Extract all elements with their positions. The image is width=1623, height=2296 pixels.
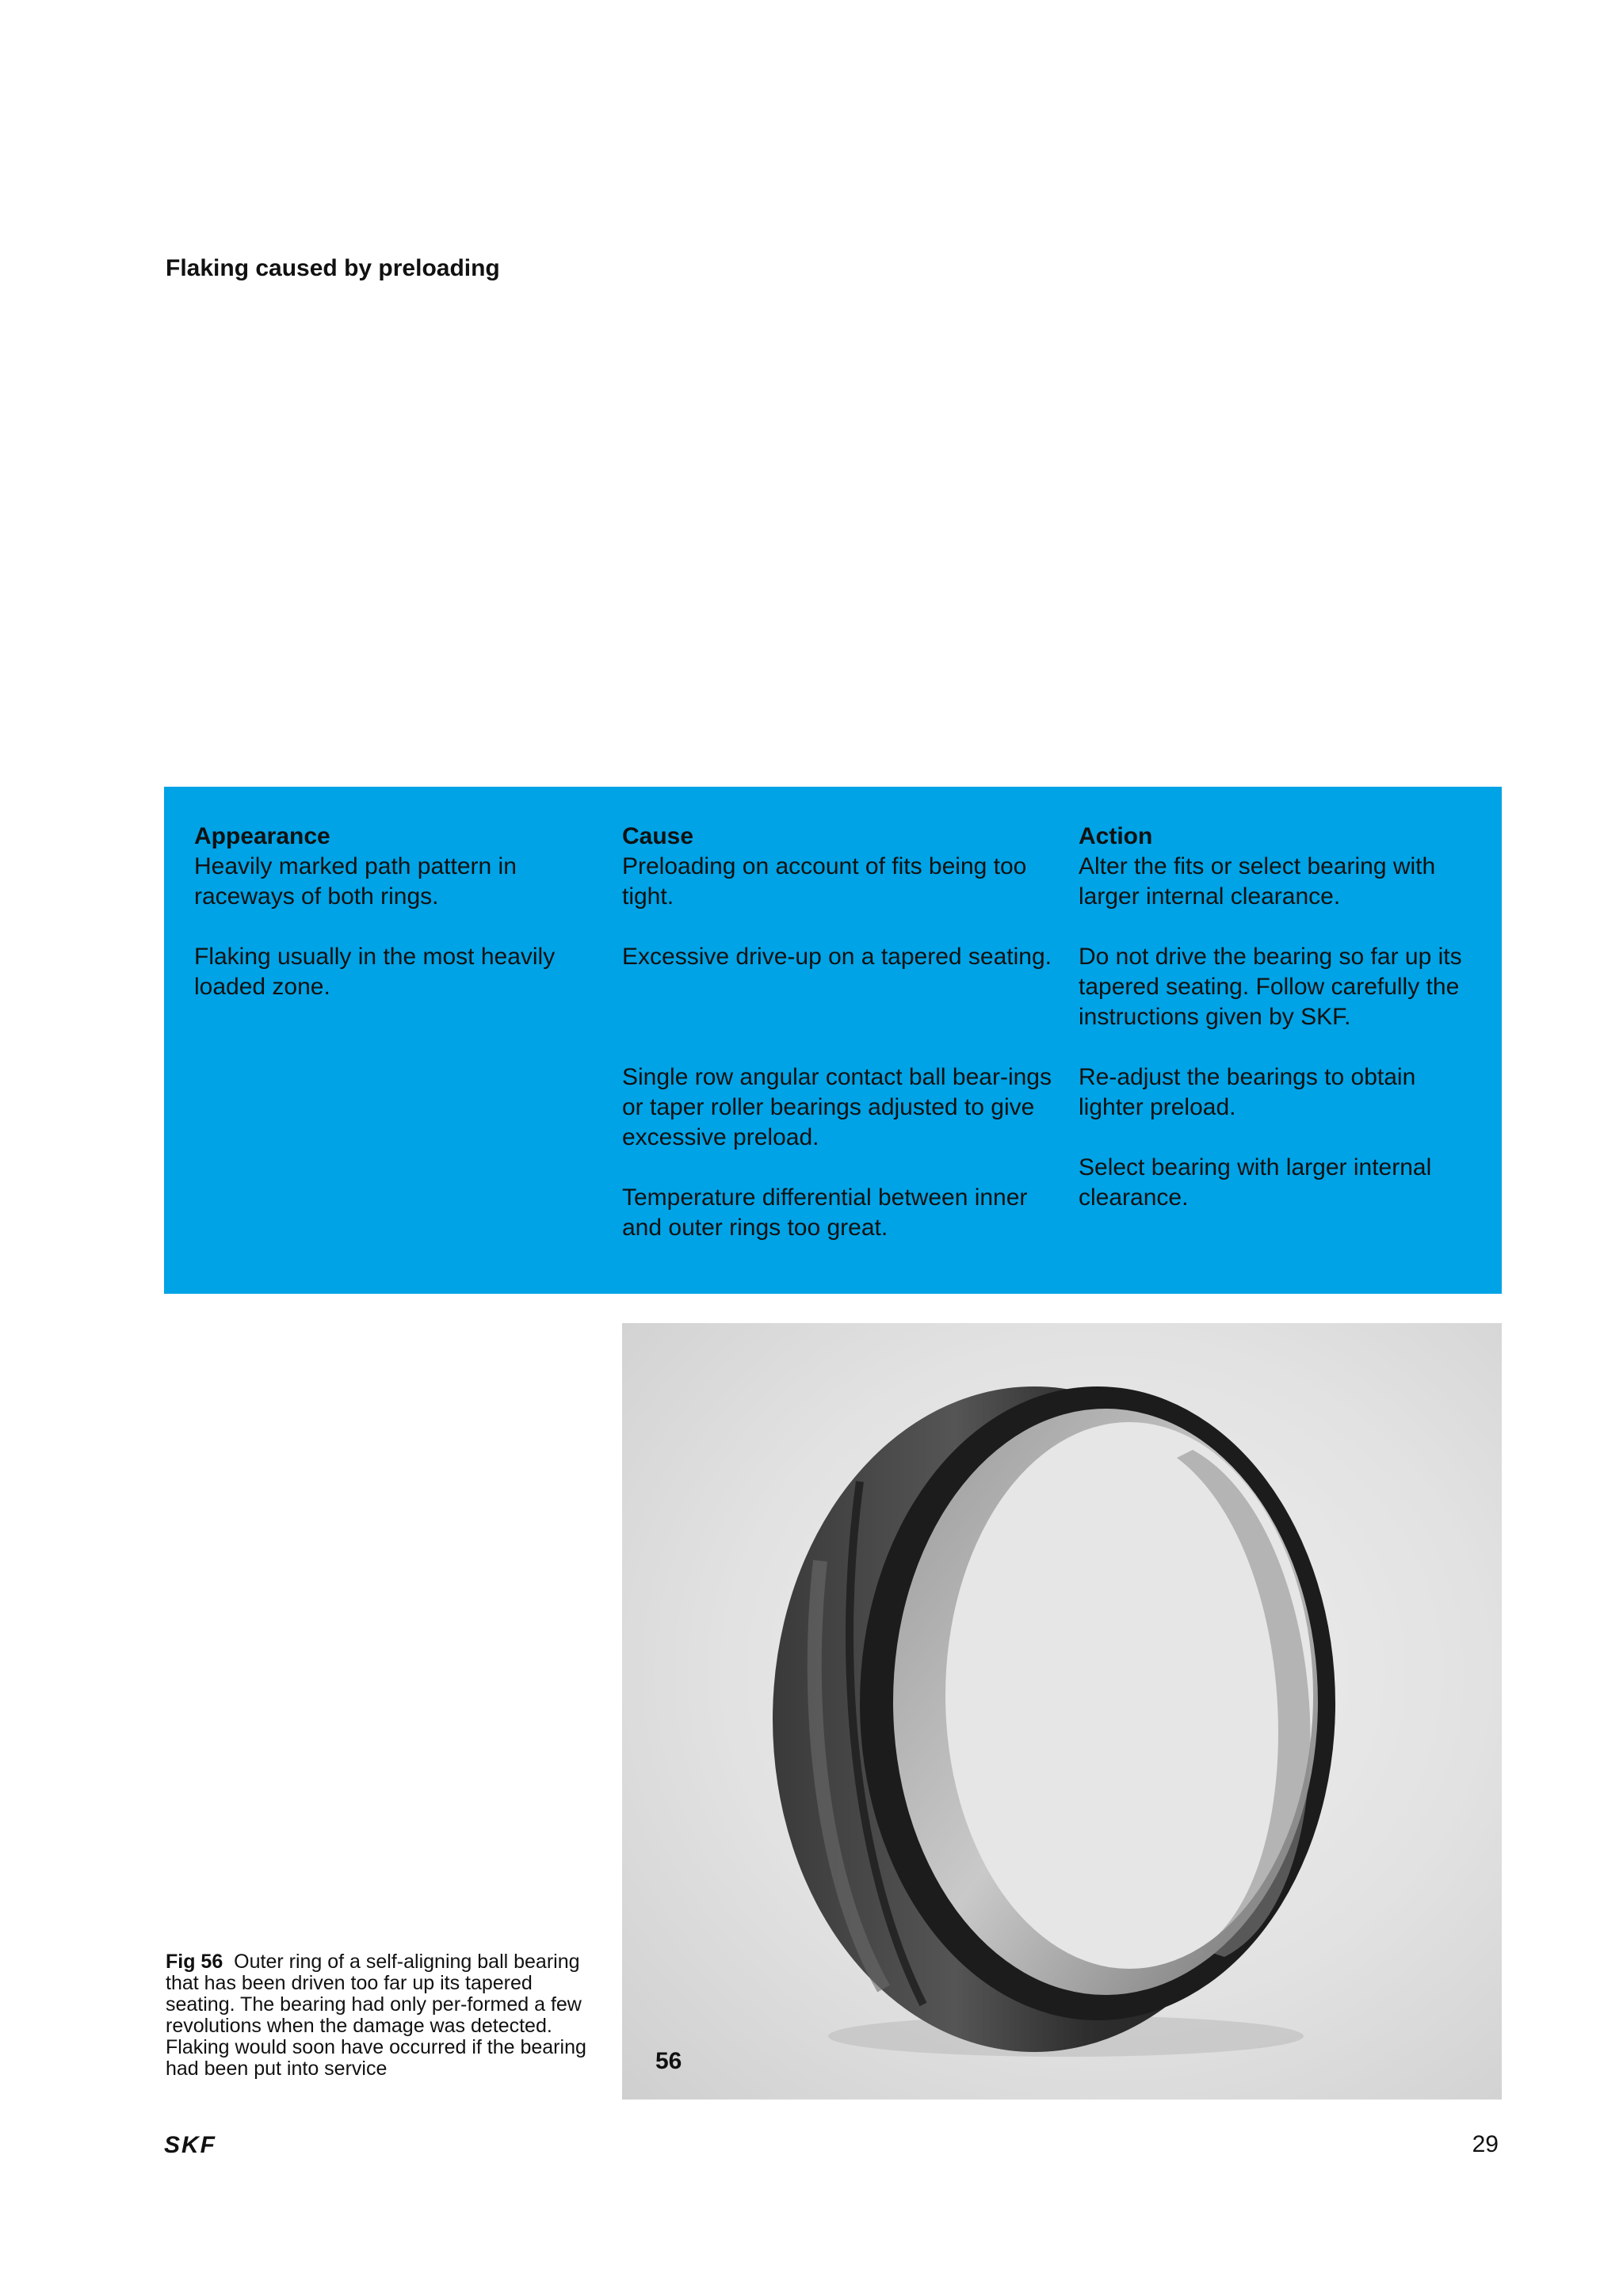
bearing-ring-illustration [622,1323,1502,2100]
skf-logo [164,2134,240,2155]
action-text: Re-adjust the bearings to obtain lighter preload. [1079,1064,1416,1120]
action-heading: Action [1079,823,1153,849]
cause-heading: Cause [622,823,694,849]
bearing-photo [622,1323,1502,2100]
action-text: Do not drive the bearing so far up its tapered seating. Follow carefully the instructions given by SKF. [1079,944,1462,1030]
appearance-column [194,822,590,1032]
page-number: 29 [1472,2131,1499,2157]
appearance-heading: Appearance [194,823,330,849]
figure-caption-label: Fig 56 [166,1951,223,1973]
figure-caption-text: Outer ring of a self-aligning ball bearing that has been driven too far up its tapered seating. The bearing had only per-formed a few revolutions when the damage was detected. Flaking would soon have occurred if the bearing had been put into service [166,1951,586,2080]
svg-text:SKF: SKF [164,2134,216,2155]
cause-text: Single row angular contact ball bear-ings or taper roller bearings adjusted to give excessive preload. [622,1064,1052,1150]
figure-caption [166,1951,594,2080]
skf-logo-icon [164,2134,240,2155]
appearance-text: Heavily marked path pattern in raceways of both rings. [194,853,517,910]
appearance-text: Flaking usually in the most heavily loaded zone. [194,944,556,1000]
cause-text: Temperature differential between inner and outer rings too great. [622,1184,1028,1241]
cause-column [622,822,1066,1273]
cause-text: Excessive drive-up on a tapered seating. [622,944,1052,970]
section-title: Flaking caused by preloading [166,255,500,281]
action-text: Select bearing with larger internal clearance. [1079,1154,1432,1211]
action-column [1079,822,1483,1243]
figure-number: 56 [655,2048,682,2074]
info-panel [164,787,1502,1294]
action-text: Alter the fits or select bearing with larger internal clearance. [1079,853,1436,910]
cause-text: Preloading on account of fits being too tight. [622,853,1027,910]
